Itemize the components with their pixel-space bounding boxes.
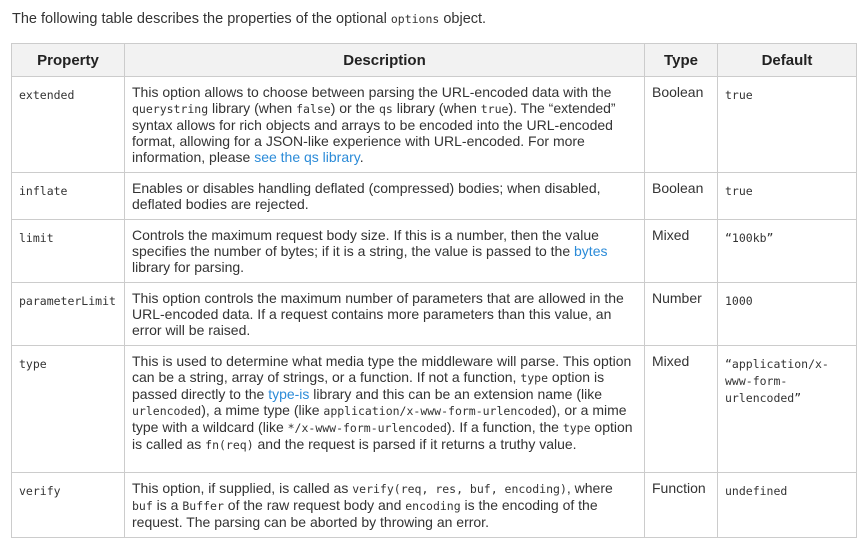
header-default: Default [718, 44, 857, 77]
description-cell [125, 473, 645, 538]
qs-library-link[interactable]: see the qs library [254, 149, 360, 165]
property-cell [12, 77, 125, 173]
type-cell: Mixed [645, 220, 718, 283]
desc-text: library (when [208, 100, 297, 116]
desc-code: application/x-www-form-urlencoded [323, 404, 552, 418]
desc-code: type [520, 371, 549, 385]
intro-before: The following table describes the properties of the optional [12, 11, 391, 27]
default-cell [718, 283, 857, 346]
desc-code: urlencoded [132, 404, 202, 418]
description-cell [125, 77, 645, 173]
desc-text: ), a mime type (like [201, 402, 324, 418]
header-type: Type [645, 44, 718, 77]
desc-text: This option allows to choose between parsing the URL-encoded data with the [132, 84, 612, 100]
property-name: type [19, 357, 47, 371]
desc-text: library (when [392, 100, 481, 116]
property-name: parameterLimit [19, 294, 116, 308]
header-row [12, 44, 857, 77]
default-value: true [725, 184, 753, 198]
default-value: true [725, 88, 753, 102]
property-name: inflate [19, 184, 68, 198]
default-cell [718, 473, 857, 538]
desc-text: and the request is parsed if it returns a truthy value. [253, 436, 577, 452]
default-value: “100kb” [725, 231, 774, 245]
desc-text: . [359, 149, 364, 165]
desc-code: Buffer [182, 499, 224, 513]
desc-code: type [562, 421, 591, 435]
bytes-link[interactable]: bytes [574, 243, 608, 259]
table-row [12, 220, 857, 283]
desc-text: library and this can be an extension name (like [309, 386, 603, 402]
desc-code: */x-www-form-urlencoded [287, 421, 447, 435]
intro-after: object. [439, 11, 487, 27]
desc-code: fn(req) [205, 438, 254, 452]
intro-text [12, 10, 486, 28]
description-cell [125, 173, 645, 220]
default-value: “application/x-www-form-urlencoded” [725, 357, 829, 405]
desc-code: querystring [132, 102, 209, 116]
table-row [12, 473, 857, 538]
default-cell [718, 346, 857, 473]
desc-text: This is used to determine what media type the middleware will parse. This option can be a string, array of strings, or a function. If not a function, [132, 353, 632, 385]
desc-text: ), or a mime type with a wildcard (like [132, 402, 627, 435]
options-table [11, 43, 857, 538]
default-value: undefined [725, 484, 788, 498]
desc-code: buf [132, 499, 153, 513]
type-cell: Mixed [645, 346, 718, 473]
description-cell [125, 346, 645, 473]
table-row [12, 173, 857, 220]
desc-text: library for parsing. [132, 259, 245, 275]
table-row [12, 346, 857, 473]
desc-code: true [480, 102, 509, 116]
desc-text: Controls the maximum request body size. If this is a number, then the value specifies the number of bytes; if it is a string, the value is passed to the [132, 227, 599, 259]
default-cell [718, 220, 857, 283]
type-cell: Boolean [645, 173, 718, 220]
table-row [12, 283, 857, 346]
description-cell [125, 220, 645, 283]
desc-text: ) or the [330, 100, 379, 116]
desc-text: option is called as [132, 419, 633, 452]
property-name: extended [19, 88, 75, 102]
intro-code: options [390, 12, 440, 26]
property-cell [12, 346, 125, 473]
property-name: limit [19, 231, 54, 245]
desc-code: encoding [405, 499, 461, 513]
desc-text: is a [152, 497, 183, 513]
default-value: 1000 [725, 294, 753, 308]
type-cell: Number [645, 283, 718, 346]
desc-text: ). If a function, the [446, 419, 563, 435]
type-cell: Boolean [645, 77, 718, 173]
description-cell [125, 283, 645, 346]
desc-text: is the encoding of the request. The parsing can be aborted by throwing an error. [132, 497, 598, 530]
desc-code: false [296, 102, 331, 116]
property-cell [12, 173, 125, 220]
desc-text: option is passed directly to the [132, 369, 605, 402]
header-property: Property [12, 44, 125, 77]
property-cell [12, 283, 125, 346]
property-cell [12, 473, 125, 538]
property-name: verify [19, 484, 61, 498]
desc-code: verify(req, res, buf, encoding) [352, 482, 567, 496]
desc-text: This option controls the maximum number of parameters that are allowed in the URL-encoded data. If a request contains more parameters than this value, an error will be raised. [132, 290, 624, 338]
default-cell [718, 173, 857, 220]
table-row [12, 77, 857, 173]
desc-code: qs [378, 102, 393, 116]
desc-text: ). The “extended” syntax allows for rich objects and arrays to be encoded into the URL-encoded format, allowing for a JSON-like experience with URL-encoded. For more information, please [132, 100, 616, 165]
desc-text: , where [566, 480, 613, 496]
header-description: Description [125, 44, 645, 77]
desc-text: Enables or disables handling deflated (compressed) bodies; when disabled, deflated bodies are rejected. [132, 180, 601, 212]
default-cell [718, 77, 857, 173]
property-cell [12, 220, 125, 283]
type-is-link[interactable]: type-is [268, 386, 310, 402]
desc-text: of the raw request body and [223, 497, 406, 513]
desc-text: This option, if supplied, is called as [132, 480, 353, 496]
type-cell: Function [645, 473, 718, 538]
